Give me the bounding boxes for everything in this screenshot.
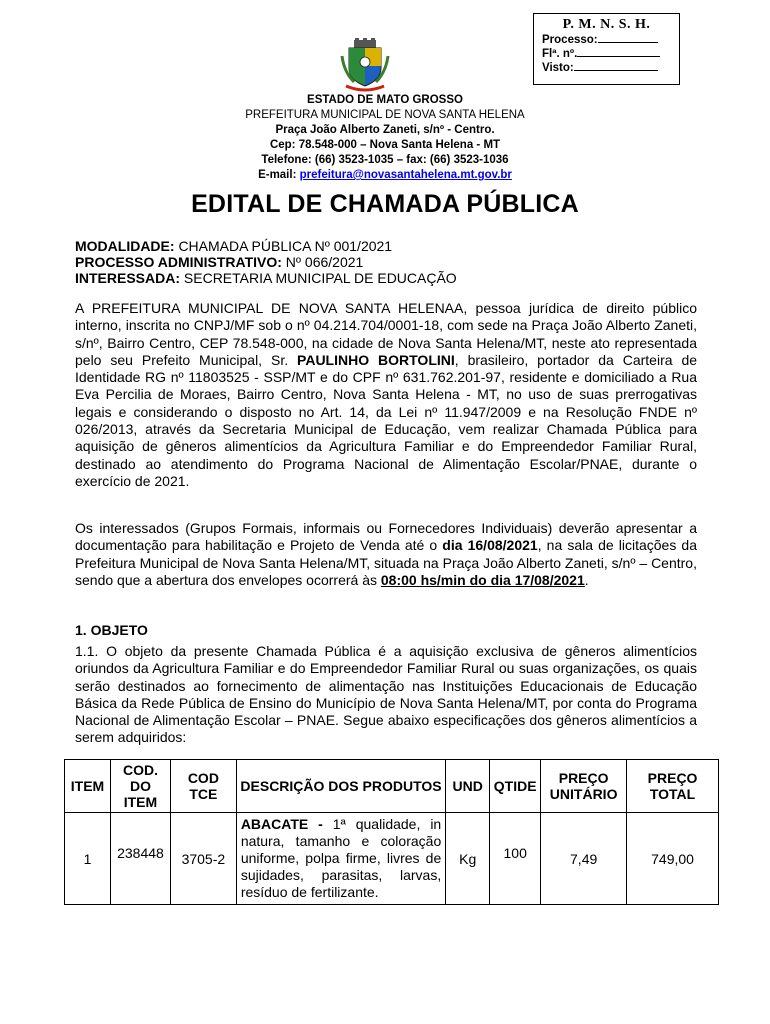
email-link[interactable]: prefeitura@novasantahelena.mt.gov.br [299, 169, 512, 181]
opening-date: 08:00 hs/min do dia 17/08/2021 [380, 571, 585, 588]
header-preco-total: PREÇO TOTAL [627, 760, 719, 813]
header-email-line [0, 168, 770, 183]
protocol-stamp-box [533, 13, 680, 85]
cell-cod-tce: 3705-2 [170, 813, 236, 905]
header-preco-unitario: PREÇO UNITÁRIO [541, 760, 627, 813]
cell-descricao: ABACATE - 1ª qualidade, in natura, tamanho e coloração uniforme, polpa firme, livres de sujidades, parasitas, larvas, resíduo de fertilizante. [236, 813, 445, 905]
stamp-visto: Visto: [542, 61, 679, 75]
objeto-paragraph: 1.1. O objeto da presente Chamada Pública é a aquisição exclusiva de gêneros alimentícios oriundos da Agricultura Familiar e do Empreendedor Familiar Rural ou suas organizações, os quais serão destinados ao fornecimento de alimentação nas Instituições Educacionais de Educação Básica da Rede Pública de Ensino do Município de Nova Santa Helena/MT, por conta do Programa Nacional de Alimentação Escolar – PNAE. Segue abaixo especificações dos gêneros alimentícios a serem adquiridos: [75, 643, 697, 746]
modalidade-line: MODALIDADE: CHAMADA PÚBLICA Nº 001/2021 [75, 238, 393, 254]
header-qtide: QTIDE [490, 760, 541, 813]
header-prefeitura: PREFEITURA MUNICIPAL DE NOVA SANTA HELENA [245, 109, 525, 121]
stamp-title: P. M. N. S. H. [562, 17, 651, 32]
header-phone: Telefone: (66) 3523-1035 – fax: (66) 3523-1036 [261, 154, 509, 166]
stamp-fls: Flª. nº. [542, 47, 679, 61]
letterhead [0, 93, 770, 183]
table-header-row [65, 760, 719, 813]
header-und: UND [446, 760, 490, 813]
header-state: ESTADO DE MATO GROSSO [307, 94, 463, 106]
municipal-crest-icon [340, 38, 390, 92]
deadline-paragraph: Os interessados (Grupos Formais, informais ou Fornecedores Individuais) deverão apresentar a documentação para habilitação e Projeto de Venda até o dia 16/08/2021, na sala de licitações da Prefeitura Municipal de Nova Santa Helena/MT, situada na Praça João Alberto Zaneti, s/nº – Centro, sendo que a abertura dos envelopes ocorrerá às 08:00 hs/min do dia 17/08/2021. [75, 520, 698, 588]
items-table [64, 759, 719, 905]
section-heading-objeto: 1. OBJETO [75, 622, 148, 638]
cell-preco-unitario: 7,49 [541, 813, 627, 905]
document-title: EDITAL DE CHAMADA PÚBLICA [191, 190, 579, 218]
edital-meta [75, 238, 457, 286]
cell-und: Kg [446, 813, 490, 905]
header-cod-item: COD. DO ITEM [110, 760, 170, 813]
header-cep: Cep: 78.548-000 – Nova Santa Helena - MT [269, 139, 501, 151]
cell-item: 1 [65, 813, 111, 905]
header-item: ITEM [65, 760, 111, 813]
stamp-processo: Processo: [542, 33, 679, 47]
header-address: Praça João Alberto Zaneti, s/nº - Centro. [275, 124, 495, 136]
header-descricao: DESCRIÇÃO DOS PRODUTOS [236, 760, 445, 813]
table-row [65, 813, 719, 905]
email-label: E-mail: [258, 169, 297, 181]
cell-qtide: 100 [490, 813, 541, 905]
interessada-line: INTERESSADA: SECRETARIA MUNICIPAL DE EDUCAÇÃO [75, 270, 457, 286]
cell-preco-total: 749,00 [627, 813, 719, 905]
cell-cod-item: 238448 [110, 813, 170, 905]
processo-line: PROCESSO ADMINISTRATIVO: Nº 066/2021 [75, 254, 364, 270]
mayor-name: PAULINHO BORTOLINI [297, 351, 455, 368]
intro-paragraph: A PREFEITURA MUNICIPAL DE NOVA SANTA HELENAA, pessoa jurídica de direito público interno, inscrita no CNPJ/MF sob o nº 04.214.704/0001-18, com sede na Praça João Alberto Zaneti, s/nº, Bairro Centro, CEP 78.548-000, na cidade de Nova Santa Helena/MT, neste ato representada pelo seu Prefeito Municipal, Sr. PAULINHO BORTOLINI, brasileiro, portador da Carteira de Identidade RG nº 11803525 - SSP/MT e do CPF nº 631.762.201-97, residente e domiciliado a Rua Eva Percilia de Moraes, Bairro Centro, Nova Santa Helena - MT, no uso de suas prerrogativas legais e considerando o disposto no Art. 14, da Lei nº 11.947/2009 e na Resolução FNDE nº 026/2013, através da Secretaria Municipal de Educação, vem realizar Chamada Pública para aquisição de gêneros alimentícios da Agricultura Familiar e do Empreendedor Familiar Rural, destinado ao atendimento do Programa Nacional de Alimentação Escolar/PNAE, durante o exercício de 2021. [75, 300, 698, 489]
deadline-date: dia 16/08/2021 [442, 537, 538, 554]
header-cod-tce: COD TCE [170, 760, 236, 813]
